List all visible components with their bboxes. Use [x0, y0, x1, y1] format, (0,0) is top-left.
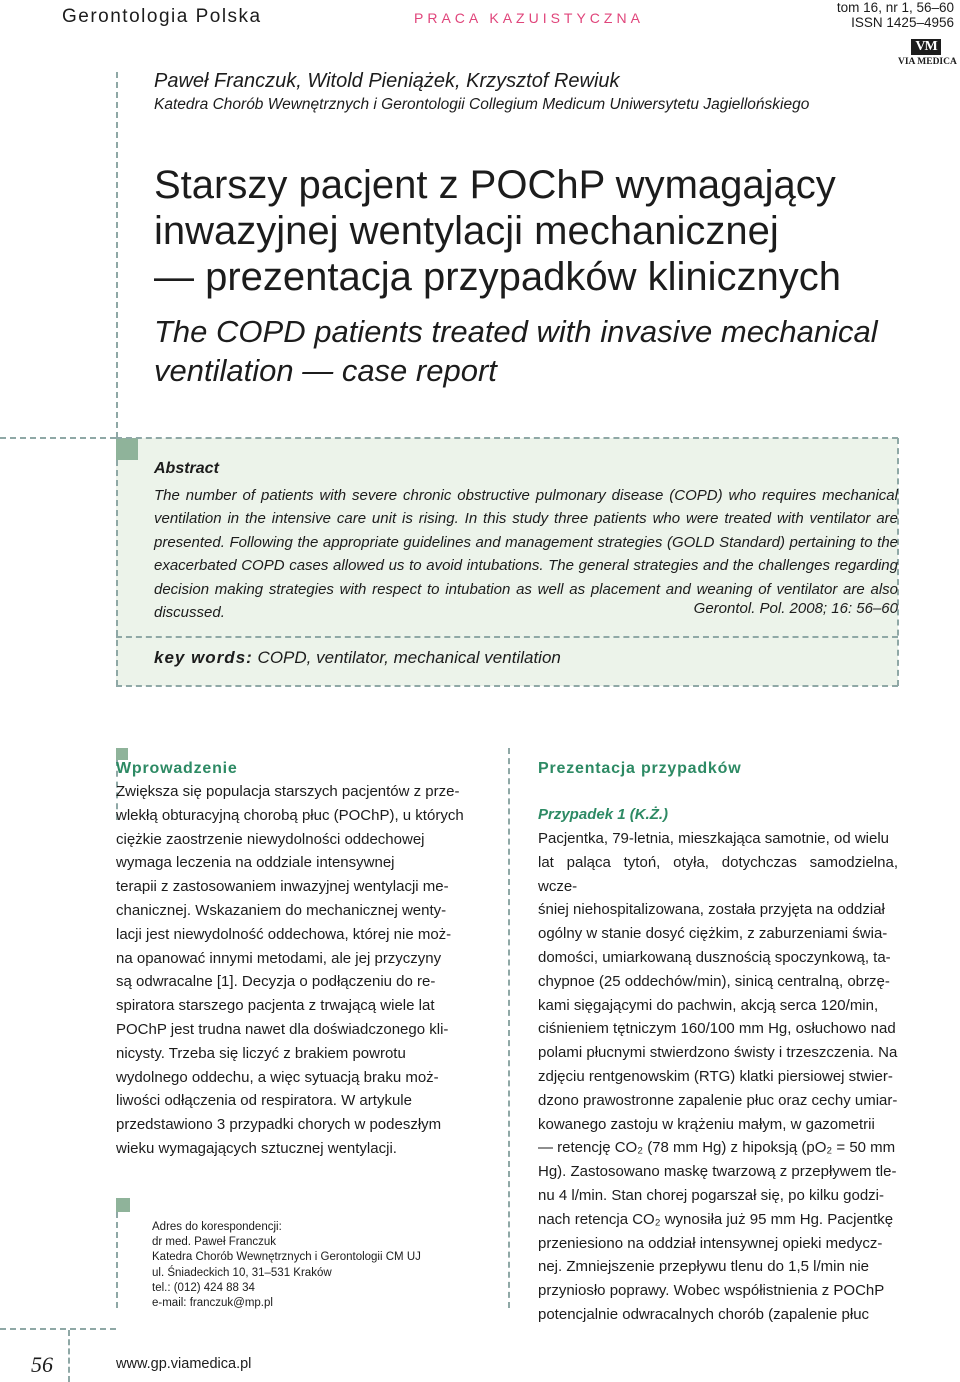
text-line: potencjalnie odwracalnych chorób (zapalenie płuc [538, 1305, 870, 1323]
text-line: przeniesiono na oddział intensywnej opieki medycz- [538, 1234, 883, 1252]
column-divider [508, 748, 510, 1308]
correspondence-tel: tel.: (012) 424 88 34 [152, 1281, 255, 1294]
footer-url[interactable]: www.gp.viamedica.pl [116, 1356, 252, 1372]
text-line: na opanować innymi metodami, ale jej przyczyny [116, 949, 442, 967]
title-english-line: The COPD patients treated with invasive mechanical [154, 314, 878, 349]
text-line: terapii z zastosowaniem inwazyjnej wentylacji me- [116, 878, 449, 896]
case-subheading: Przypadek 1 (K.Ż.) [538, 806, 669, 823]
case-paragraph [538, 827, 898, 1327]
text-line: nach retencja CO₂ wynosiła już 95 mm Hg. Pacjentkę [538, 1210, 894, 1228]
text-line: Pacjentka, 79-letnia, mieszkająca samotnie, od wielu [538, 830, 890, 847]
text-line: wydolnego oddechu, a więc sytuacją braku moż- [116, 1068, 439, 1086]
text-line: nicysty. Trzeba się liczyć z brakiem powrotu [116, 1044, 406, 1062]
text-line: przedstawiono 3 przypadki chorych w podeszłym [116, 1116, 442, 1134]
affiliation: Katedra Chorób Wewnętrznych i Gerontologii Collegium Medicum Uniwersytetu Jagiellońskiego [154, 96, 810, 113]
text-line: chypnoe (25 oddechów/min), sinicą centralną, obrzę- [538, 972, 890, 990]
text-line: spiratora starszego pacjenta z trwającą wiele lat [116, 997, 435, 1015]
correspondence-address: ul. Śniadeckich 10, 31–531 Kraków [152, 1266, 332, 1279]
text-line: wieku wymagających sztucznej wentylacji. [116, 1139, 397, 1157]
text-line: ciężkie zaostrzenie niewydolności oddechowej [116, 830, 425, 848]
article-type: PRACA KAZUISTYCZNA [414, 10, 644, 26]
section-heading-intro: Wprowadzenie [116, 760, 238, 777]
text-line: zdjęciu rentgenowskim (RTG) klatki piersiowej stwier- [538, 1067, 893, 1085]
section-heading-cases: Prezentacja przypadków [538, 760, 742, 777]
authors: Paweł Franczuk, Witold Pieniążek, Krzysztof Rewiuk [154, 70, 620, 92]
text-line: Hg). Zastosowano maskę twarzową z przepływem tle- [538, 1163, 897, 1181]
logo-mark: VM [911, 39, 940, 55]
abstract-text: The number of patients with severe chronic obstructive pulmonary disease (COPD) who requires mechanical ventilation in the intensive care unit is rising. In this study three patients who were treated with ventilator are presented. Following the appropriate guidelines and management strategies (GOLD Standard) pertaining to the exacerbated COPD cases allowed us to avoid intubations. The general strategies and the challenges regarding decision making strategies with respect to intubation as well as placement and weaning of ventilator are also discussed. [154, 487, 898, 622]
correspondence-marker [116, 1198, 130, 1212]
title-polish-line: Starszy pacjent z POChP wymagający [154, 163, 836, 207]
abstract-divider [116, 636, 898, 638]
text-line: kami sięgającymi do pachwin, akcją serca 120/min, [538, 996, 879, 1014]
abstract-border-left [116, 460, 118, 686]
dashed-rule-left [116, 72, 118, 438]
publisher-logo [898, 37, 957, 67]
correspondence-label: Adres do korespondencji: [152, 1221, 282, 1233]
volume-issue: tom 16, nr 1, 56–60 [836, 0, 954, 15]
correspondence-email: e-mail: franczuk@mp.pl [152, 1297, 273, 1310]
text-line: — retencję CO₂ (78 mm Hg) z hipoksją (pO₂ = 50 mm [538, 1139, 896, 1157]
correspondence-dept: Katedra Chorób Wewnętrznych i Gerontologii CM UJ [152, 1251, 421, 1264]
section-marker [116, 748, 128, 760]
text-line: są odwracalne [1]. Decyzja o podłączeniu do re- [116, 973, 436, 991]
citation: Gerontol. Pol. 2008; 16: 56–60 [693, 600, 898, 617]
abstract-heading: Abstract [154, 460, 219, 477]
logo-text: VIA MEDICA [898, 57, 957, 67]
text-line: nej. Zmniejszenie przepływu tlenu do 1,5 l/min nie [538, 1258, 870, 1276]
keywords-value: COPD, ventilator, mechanical ventilation [257, 648, 561, 667]
keywords [154, 648, 561, 668]
page-number: 56 [31, 1352, 53, 1377]
page-number-rule [68, 1330, 70, 1382]
text-line: wlekłą obturacyjną chorobą płuc (POChP), u których [116, 806, 464, 824]
issn: ISSN 1425–4956 [851, 15, 954, 30]
text-line: przyniosło poprawy. Wobec współistnienia z POChP [538, 1282, 885, 1300]
text-line: chanicznej. Wskazaniem do mechanicznej wenty- [116, 901, 447, 919]
text-line: wymaga leczenia na oddziale intensywnej [116, 854, 395, 872]
text-line: polami płucnymi stwierdzono świsty i trzeszczenia. Na [538, 1044, 898, 1062]
abstract-border-top [116, 437, 898, 439]
title-polish-line: inwazyjnej wentylacji mechanicznej [154, 209, 779, 253]
text-line: nu 4 l/min. Stan chorej pogarszał się, po kilku godzi- [538, 1186, 885, 1204]
volume-info [837, 0, 954, 30]
abstract-border-bottom [116, 685, 898, 687]
correspondence-rule [116, 1212, 118, 1308]
text-line: ogólny w stanie dosyć ciężkim, z zaburzeniami świa- [538, 925, 888, 943]
text-line: ciśnieniem tętniczym 160/100 mm Hg, osłuchowo nad [538, 1020, 896, 1038]
title-polish [154, 162, 914, 300]
text-line: liwości odłączenia od respiratora. W artykule [116, 1092, 412, 1110]
intro-paragraph [116, 780, 476, 1161]
text-line: lacji jest niewydolność oddechowa, której nie moż- [116, 925, 452, 943]
abstract-corner-marker [116, 438, 138, 460]
correspondence-name: dr med. Paweł Franczuk [152, 1236, 276, 1249]
text-line: POChP jest trudna nawet dla doświadczonego kli- [116, 1020, 449, 1038]
title-english-line: ventilation — case report [154, 353, 497, 388]
text-line: domości, umiarkowaną dusznością spoczynkową, ta- [538, 948, 891, 966]
journal-name: Gerontologia Polska [62, 6, 262, 27]
dashed-rule-top-left [0, 437, 116, 439]
dashed-rule-footer [0, 1328, 116, 1330]
keywords-label: key words: [154, 648, 253, 667]
title-english [154, 312, 914, 390]
text-line: kowanego zastoju w krążeniu małym, w gazometrii [538, 1115, 875, 1133]
text-line: dzono prawostronne zapalenie płuc oraz cechy umiar- [538, 1091, 898, 1109]
text-line: śniej niehospitalizowana, została przyjęta na oddział [538, 901, 885, 919]
correspondence-block [152, 1220, 472, 1311]
title-polish-line: — prezentacja przypadków klinicznych [154, 255, 841, 299]
text-line: Zwiększa się populacja starszych pacjentów z prze- [116, 783, 460, 800]
text-line: lat paląca tytoń, otyła, dotychczas samodzielna, wcze- [538, 853, 898, 895]
